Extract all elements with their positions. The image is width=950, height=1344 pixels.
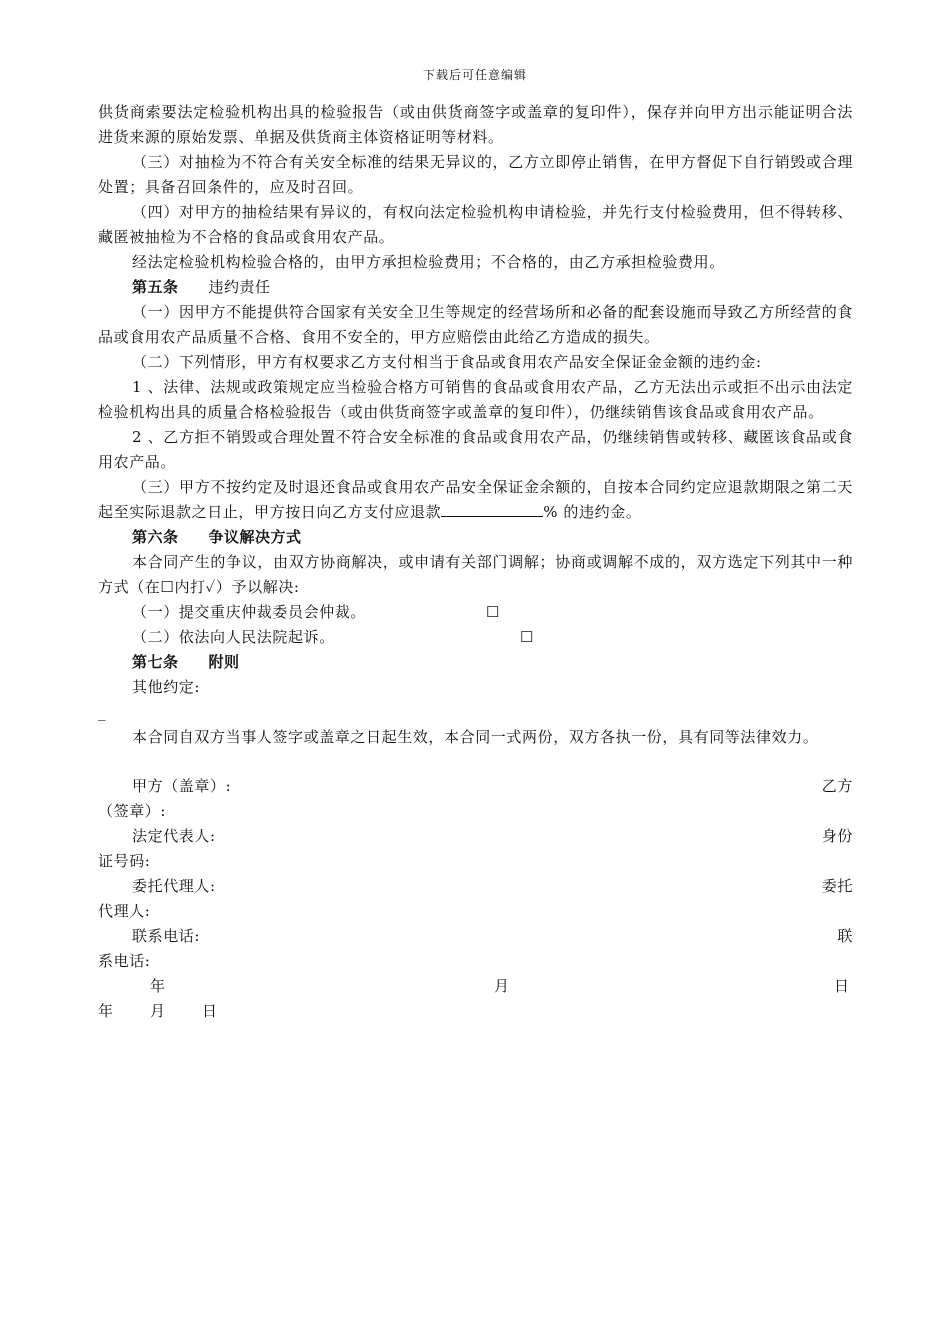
party-b-agent-label: 委托 [821,877,853,895]
party-a-phone-label: 联系电话: [132,927,201,945]
date-month: 月 [150,1002,166,1020]
article-title: 违约责任 [208,278,271,296]
option-label: （二）依法向人民法院起诉。 [132,628,335,646]
article-5-heading [98,275,853,300]
signature-phone-row [98,924,853,949]
party-b-id-label-cont: 证号码: [98,852,151,870]
party-b-seal-label-cont: （签章）: [98,802,167,820]
date-year: 年 [150,977,166,995]
paragraph: （三）对抽检为不符合有关安全标准的结果无异议的，乙方立即停止销售，在甲方督促下自行销毁或合理处置；具备召回条件的，应及时召回。 [98,153,853,196]
party-a-date-row [98,974,853,999]
fill-in-blank[interactable] [441,502,543,517]
contract-body [98,100,853,1024]
option-arbitration [98,600,853,625]
article-number: 第七条 [132,653,179,671]
paragraph: （一）因甲方不能提供符合国家有关安全卫生等规定的经营场所和必备的配套设施而导致乙方所经营的食品或食用农产品质量不合格、食用不安全的，甲方应赔偿由此给乙方造成的损失。 [98,303,853,346]
article-number: 第六条 [132,528,179,546]
paragraph: 经法定检验机构检验合格的，由甲方承担检验费用；不合格的，由乙方承担检验费用。 [132,253,725,271]
party-a-seal-label: 甲方（盖章）: [132,777,232,795]
paragraph: （四）对甲方的抽检结果有异议的，有权向法定检验机构申请检验，并先行支付检验费用，但不得转移、藏匿被抽检为不合格的食品或食用农产品。 [98,203,853,246]
paragraph: 本合同产生的争议，由双方协商解决，或申请有关部门调解；协商或调解不成的，双方选定下列其中一种方式（在☐内打✓）予以解决: [98,553,853,596]
page-header: 下载后可任意编辑 [422,68,527,82]
checkbox-arbitration[interactable]: ☐ [486,603,501,621]
blank-line: _ [98,703,106,721]
party-a-rep-label: 法定代表人: [132,827,216,845]
article-title: 附则 [208,653,240,671]
paragraph: （二）下列情形，甲方有权要求乙方支付相当于食品或食用农产品安全保证金金额的违约金: [132,353,762,371]
party-b-seal-label: 乙方 [821,777,853,795]
paragraph: 1 、法律、法规或政策规定应当检验合格方可销售的食品或食用农产品，乙方无法出示或拒不出示由法定检验机构出具的质量合格检验报告（或由供货商签字或盖章的复印件），仍继续销售该食品或食用农产品。 [98,378,853,421]
option-court [98,625,853,650]
signature-seal-row [98,774,853,799]
paragraph: 2 、乙方拒不销毁或合理处置不符合安全标准的食品或食用农产品，仍继续销售或转移、藏匿该食品或食用农产品。 [98,428,853,471]
paragraph-text: % 的违约金。 [543,503,642,521]
paragraph-text: （三）甲方不按约定及时退还食品或食用农产品安全保证金余额的，自按本合同约定应退款期限之第二天起至实际退款之日止，甲方按日向乙方支付应退款 [98,478,853,521]
article-6-heading [98,525,853,550]
paragraph: 供货商索要法定检验机构出具的检验报告（或由供货商签字或盖章的复印件），保存并向甲方出示能证明合法进货来源的原始发票、单据及供货商主体资格证明等材料。 [98,103,853,146]
spacer [98,750,853,774]
date-year: 年 [98,1002,114,1020]
article-7-heading [98,650,853,675]
party-b-id-label: 身份 [821,827,853,845]
paragraph: 本合同自双方当事人签字或盖章之日起生效，本合同一式两份，双方各执一份，具有同等法律效力。 [132,728,819,746]
signature-agent-row [98,874,853,899]
party-b-phone-label: 联 [837,927,853,945]
article-number: 第五条 [132,278,179,296]
checkbox-court[interactable]: ☐ [520,628,535,646]
article-title: 争议解决方式 [208,528,302,546]
date-month: 月 [494,977,510,995]
paragraph [98,475,853,525]
party-b-agent-label-cont: 代理人: [98,902,151,920]
party-a-agent-label: 委托代理人: [132,877,216,895]
party-b-phone-label-cont: 系电话: [98,952,151,970]
paragraph: 其他约定: [132,678,201,696]
signature-rep-row [98,824,853,849]
date-day: 日 [833,977,849,995]
date-day: 日 [202,1002,218,1020]
option-label: （一）提交重庆仲裁委员会仲裁。 [132,603,367,621]
party-b-date-row [98,999,853,1024]
